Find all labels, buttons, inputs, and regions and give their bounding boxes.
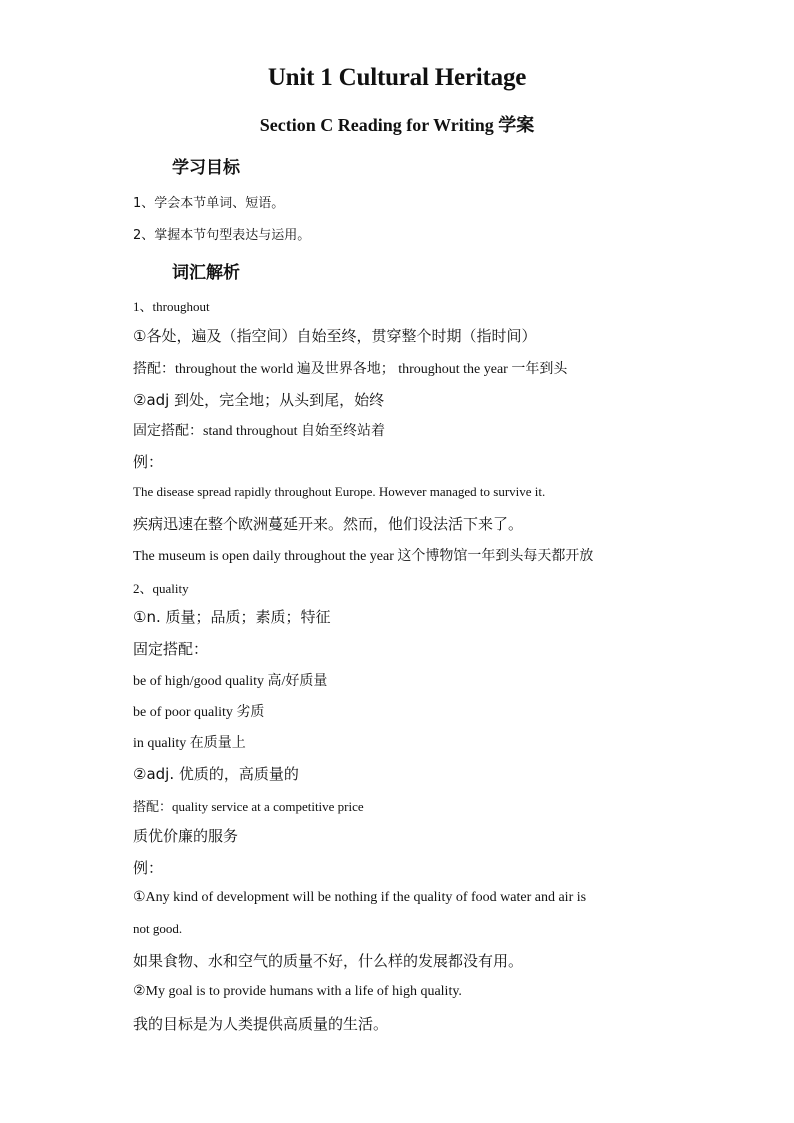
example-sentence: ①Any kind of development will be nothing if the quality of food water and air is: [133, 890, 587, 905]
collocation-line: 搭配：throughout the world 遍及世界各地； throughout the year 一年到头: [133, 362, 568, 377]
collocation-line: be of high/good quality 高/好质量: [133, 674, 328, 689]
document-subtitle: Section C Reading for Writing 学案: [259, 115, 535, 135]
collocation-line: be of poor quality 劣质: [133, 705, 265, 720]
section-heading-objectives: 学习目标: [172, 158, 240, 178]
definition-line: ②adj 到处，完全地；从头到尾，始终: [133, 391, 385, 409]
document-title: Unit 1 Cultural Heritage: [267, 64, 527, 91]
collocation-line: in quality 在质量上: [133, 736, 246, 751]
definition-line: ①各处，遍及（指空间）自始至终，贯穿整个时期（指时间）: [133, 327, 537, 345]
definition-line: ②adj. 优质的，高质量的: [133, 765, 299, 783]
example-sentence: The disease spread rapidly throughout Europe. However managed to survive it.: [133, 484, 546, 499]
example-label: 例：: [133, 859, 164, 877]
objective-item: 2、掌握本节句型表达与运用。: [133, 228, 311, 243]
collocation-translation: 质优价廉的服务: [133, 827, 239, 845]
vocab-entry-heading: 2、quality: [133, 581, 189, 596]
vocab-entry-heading: 1、throughout: [133, 299, 210, 314]
example-sentence: ②My goal is to provide humans with a life of high quality.: [133, 984, 462, 999]
collocation-line: 固定搭配：stand throughout 自始至终站着: [133, 424, 385, 439]
collocation-line: 搭配：quality service at a competitive price: [133, 799, 364, 814]
section-heading-vocabulary: 词汇解析: [172, 263, 240, 283]
example-label: 例：: [133, 453, 164, 471]
definition-line: ①n. 质量；品质；素质；特征: [133, 608, 331, 626]
example-translation: 疾病迅速在整个欧洲蔓延开来。然而，他们设法活下来了。: [133, 515, 524, 533]
collocation-label: 固定搭配：: [133, 640, 209, 658]
objective-item: 1、学会本节单词、短语。: [133, 196, 285, 211]
example-translation: 如果食物、水和空气的质量不好，什么样的发展都没有用。: [133, 952, 524, 970]
example-translation: 我的目标是为人类提供高质量的生活。: [133, 1015, 389, 1033]
example-sentence: The museum is open daily throughout the year 这个博物馆一年到头每天都开放: [133, 549, 594, 564]
example-sentence: not good.: [133, 921, 183, 936]
